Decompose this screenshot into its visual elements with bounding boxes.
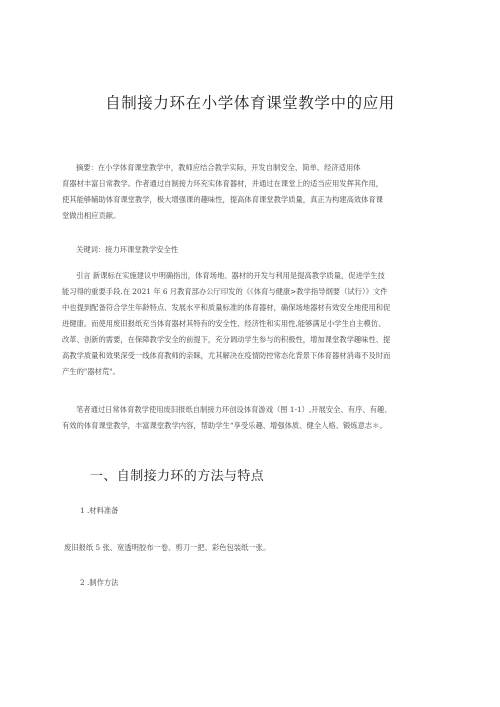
intro-line: 进健康。而使用废旧报纸充当体育器材其特有的安全性、经济性和实用性,能够满足小学生自主模仿、 bbox=[62, 319, 386, 328]
intro-line: 改革、创新的需要，在保障教学安全的前提下，充分调动学生参与的积极性，增加课堂教学趣味性、提 bbox=[62, 335, 391, 344]
intro-line: 高教学质量和效果深受一线体育教师的亲睐，尤其解决在疫情防控常态化背景下体育器材消毒不及时而 bbox=[62, 351, 391, 360]
body-line: 笔者通过日常体育教学使用废旧报纸自制接力环创设体育游戏（图 1-1）,开展安全、有序、有趣、 bbox=[76, 405, 392, 414]
subsection-heading-method: 2 .制作方法 bbox=[80, 578, 119, 587]
intro-line: 引言 新课标在实施建议中明确指出，体育场地、器材的开发与利用是提高教学质量，促进学生技 bbox=[76, 271, 385, 280]
abstract-line: 育器材丰富日常教学。作者通过自制接力环充实体育器材，并通过在课堂上的适当应用发挥其作用， bbox=[62, 179, 384, 188]
abstract-paragraph bbox=[62, 160, 442, 224]
keywords-line: 关键词：接力环课堂教学安全性 bbox=[76, 245, 179, 254]
materials-text: 废旧报纸 5 张、宽透明胶布一卷、剪刀一把、彩色包装纸一张。 bbox=[64, 543, 271, 552]
intro-line: 能习得的重要手段.在 2021 年 6 月教育部办公厅印发的《《体育与健康>教学指导纲要（试行）》文件 bbox=[62, 287, 388, 296]
document-title: 自制接力环在小学体育课堂教学中的应用 bbox=[105, 94, 395, 112]
subsection-heading-materials: 1 .材料准备 bbox=[80, 506, 119, 515]
intro-line: 中也提到配备符合学生年龄特点、发展水平和质量标准的体育器材，确保场地器材有效安全地使用和促 bbox=[62, 303, 391, 312]
abstract-line: 摘要：在小学体育课堂教学中，教师应结合教学实际，开发自制安全、简单、经济适用体 bbox=[76, 163, 361, 172]
intro-line: 产生的"器材荒"。 bbox=[62, 367, 120, 376]
abstract-line: 堂做出相应贡献。 bbox=[62, 211, 121, 220]
intro-paragraph bbox=[62, 268, 442, 380]
section-heading: 一、自制接力环的方法与特点 bbox=[90, 469, 265, 484]
body-paragraph bbox=[62, 402, 442, 434]
abstract-line: 使其能够辅助体育课堂教学，极大增强课的趣味性，提高体育课堂教学质量，真正为构建高效体育课 bbox=[62, 195, 384, 204]
body-line: 有效的体育课堂教学，丰富课堂教学内容，帮助学生“享受乐趣、增强体质、健全人格、锻炼意志＊。 bbox=[62, 421, 387, 430]
